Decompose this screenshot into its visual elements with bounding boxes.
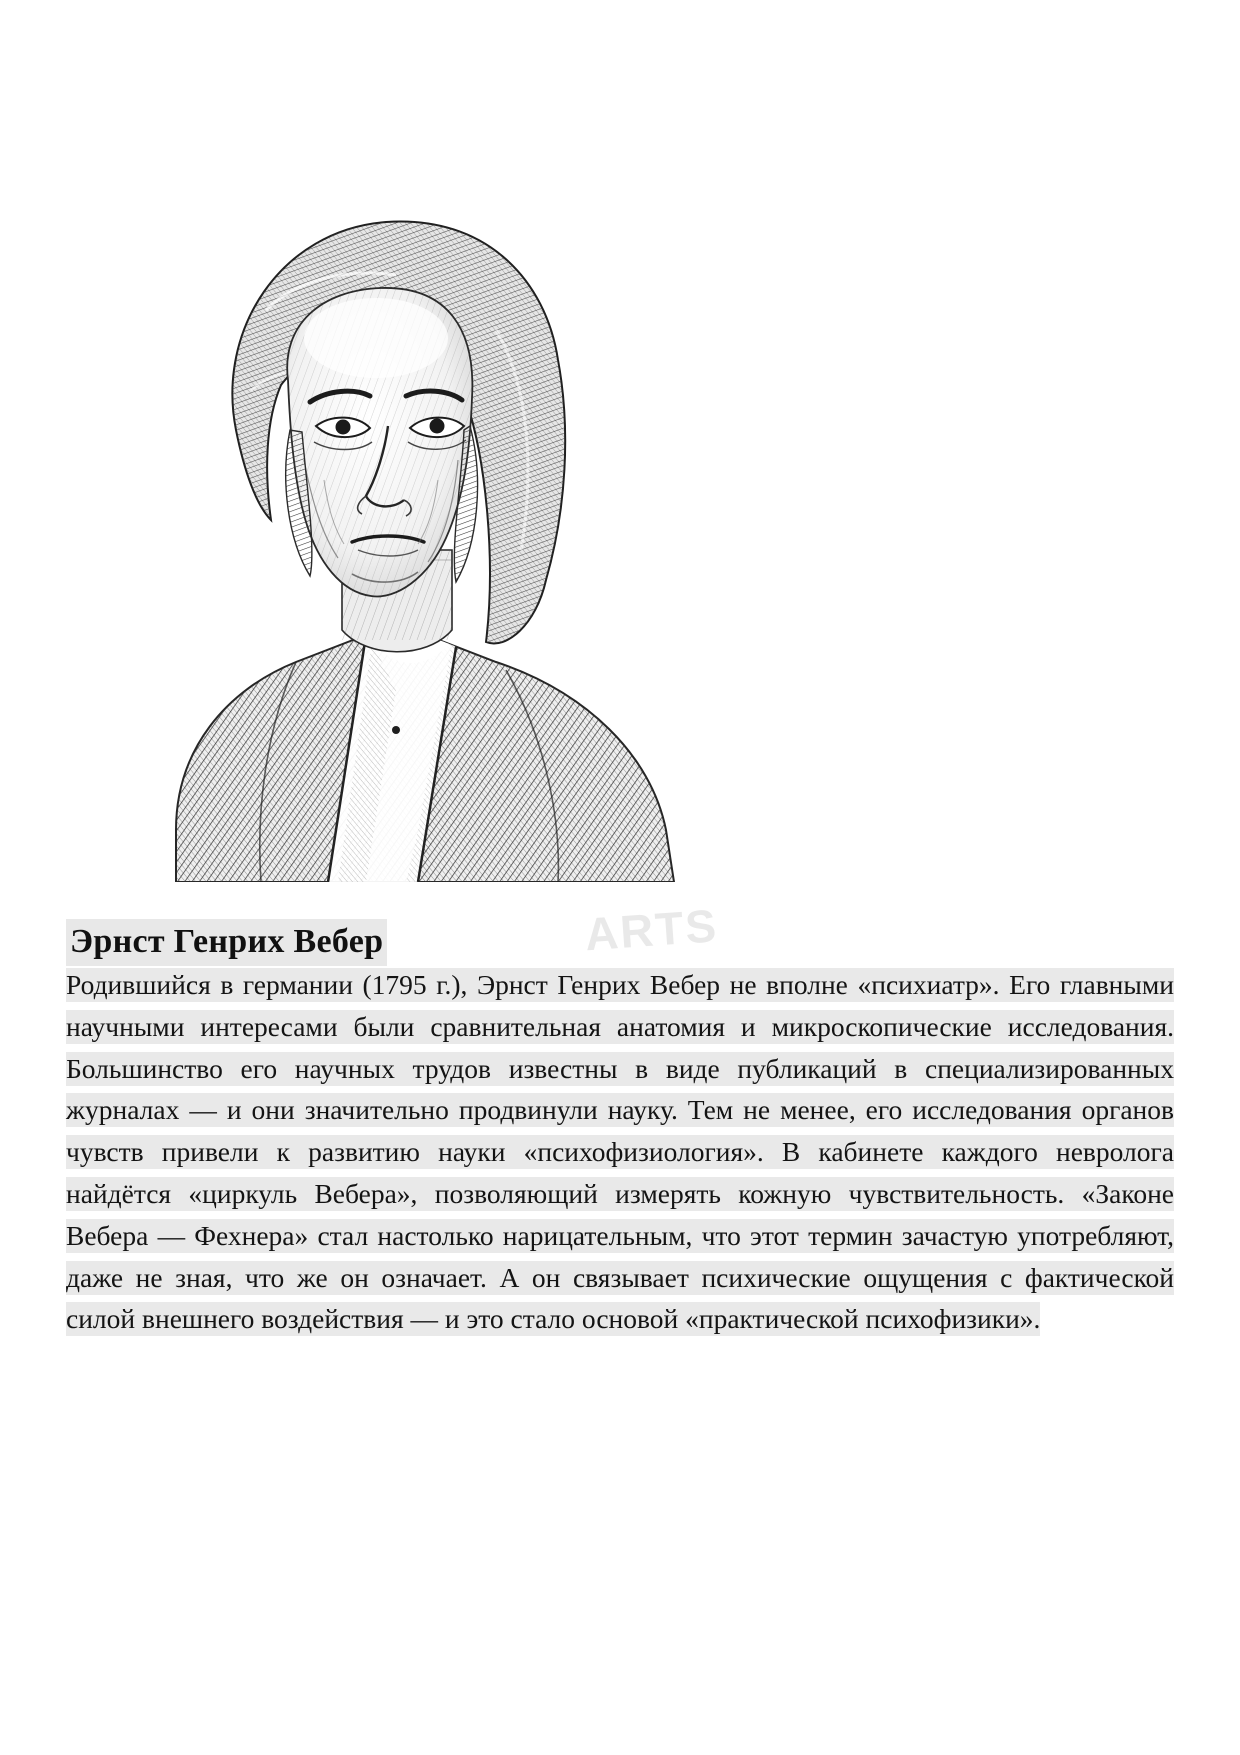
image-watermark: ARTS [583, 899, 720, 961]
body-paragraph [66, 964, 1174, 1340]
page-title: Эрнст Генрих Вебер [66, 919, 387, 966]
paragraph-text: Родившийся в германии (1795 г.), Эрнст Генрих Вебер не вполне «психиатр». Его главными научными интересами были сравнительная анатомия и микроскопические исследования. Большинство его научных трудов известны в виде публикаций в специализированных журналах — и они значительно продвинули науку. Тем не менее, его исследования органов чувств привели к развитию науки «психофизиология». В кабинете каждого невролога найдётся «циркуль Вебера», позволяющий измерять кожную чувствительность. «Законе Вебера — Фехнера» стал настолько нарицательным, что этот термин зачастую употребляют, даже не зная, что же он означает. А он связывает психические ощущения с фактической силой внешнего воздействия — и это стало основой «практической психофизики». [66, 969, 1174, 1335]
